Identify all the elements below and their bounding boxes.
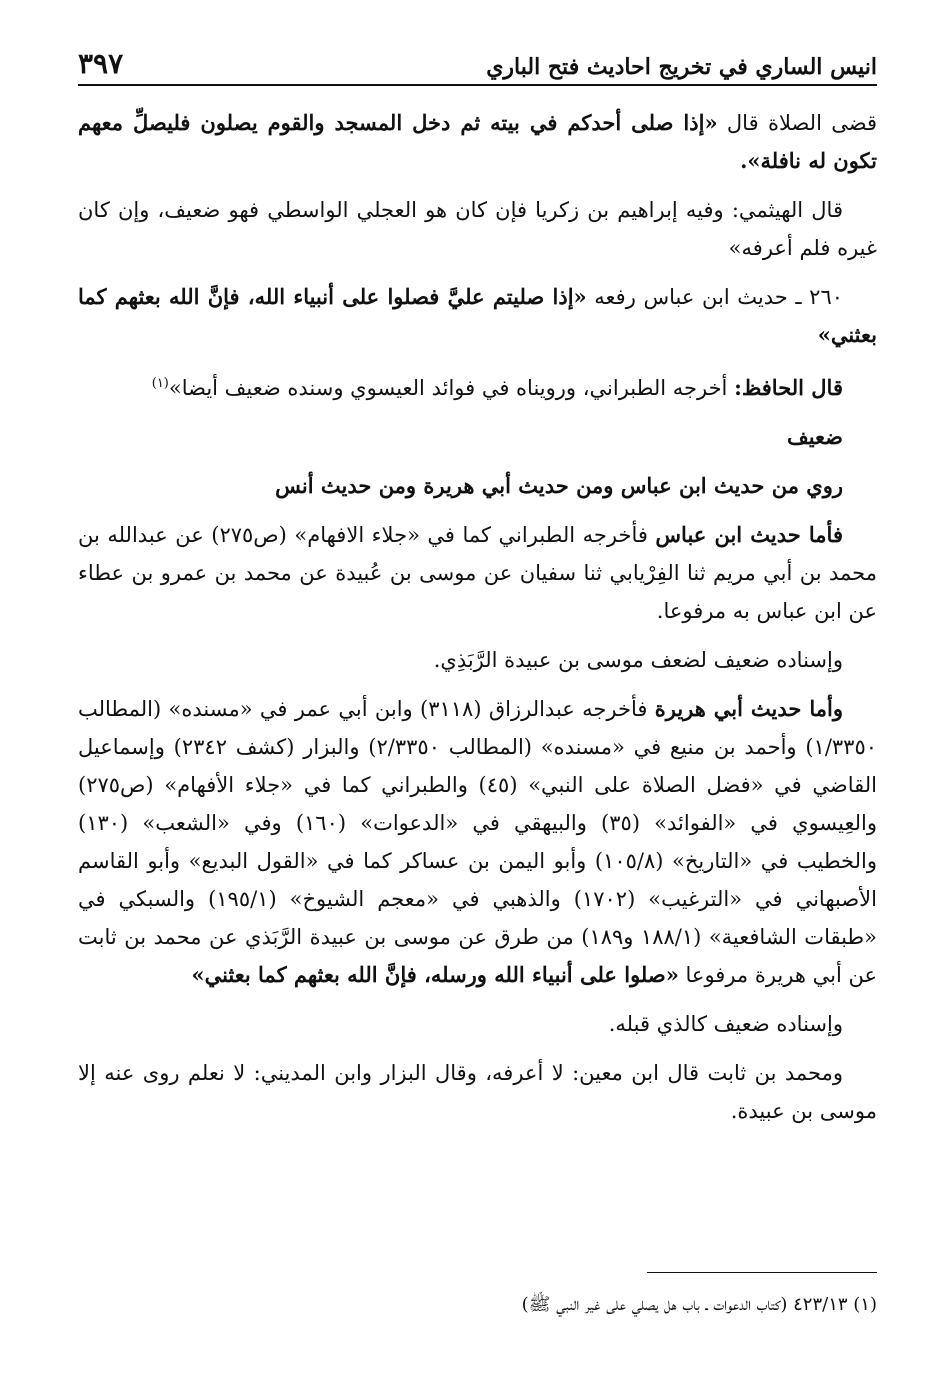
paragraph-1 xyxy=(78,104,877,180)
paragraph-1-text: قضى الصلاة قال xyxy=(717,111,878,135)
hafiz-text: أخرجه الطبراني، ورويناه في فوائد العيسوي وسنده ضعيف أيضا» xyxy=(168,376,735,400)
hadith-260-quote: «إذا صليتم عليَّ فصلوا على أنبياء الله، فإنَّ الله بعثهم كما بعثني» xyxy=(78,284,877,347)
ibn-abbas-text: فأخرجه الطبراني كما في «جلاء الافهام» (ص٢٧٥) عن عبدالله بن محمد بن أبي مريم ثنا الفِرْيابي ثنا سفيان عن موسى بن عُبيدة عن محمد بن عمرو بن عطاء عن ابن عباس به مرفوعا. xyxy=(78,523,877,623)
narrations-intro xyxy=(78,467,877,505)
main-text xyxy=(78,104,877,1141)
hadith-quote: «إذا صلى أحدكم في بيته ثم دخل المسجد والقوم يصلون فليصلِّ معهم تكون له نافلة». xyxy=(78,110,877,173)
footnote: (١) ٤٢٣/١٣ (كتاب الدعوات ـ باب هل يصلي على غير النبي ﷺ) xyxy=(521,1294,877,1315)
muhammad-ibn-thabit-note: ومحمد بن ثابت قال ابن معين: لا أعرفه، وقال البزار وابن المديني: لا نعلم روى عنه إلا موسى بن عبيدة. xyxy=(78,1061,877,1123)
abu-hurayra-section xyxy=(78,690,877,994)
hadith-260-intro: ٢٦٠ ـ حديث ابن عباس رفعه xyxy=(586,285,844,309)
paragraph-2: قال الهيثمي: وفيه إبراهيم بن زكريا فإن كان هو العجلي الواسطي فهو ضعيف، وإن كان غيره فلم أعرفه» xyxy=(78,198,877,260)
abu-hurayra-text: فأخرجه عبدالرزاق (٣١١٨) وابن أبي عمر في «مسنده» (المطالب ١/٣٣٥٠) وأحمد بن منيع في «مسنده» (المطالب ٢/٣٣٥٠) والبزار (كشف ٢٣٤٢) وإسماعيل القاضي في «فضل الصلاة على النبي» (٤٥) والطبراني كما في «جلاء الأفهام» (ص٢٧٥) والعِيسوي في «الفوائد» (٣٥) والبيهقي في «الدعوات» (١٦٠) وفي «الشعب» (١٣٠) والخطيب في «التاريخ» (١٠٥/٨) وأبو اليمن بن عساكر كما في «القول البديع» وأبو القاسم الأصبهاني في «الترغيب» (١٧٠٢) والذهبي في «معجم الشيوخ» (١٩٥/١) والسبكي في «طبقات الشافعية» (١٨٨/١ و١٨٩) من طرق عن موسى بن عبيدة الرَّبَذي عن محمد بن ثابت عن أبي هريرة مرفوعا xyxy=(78,697,878,987)
abu-hurayra-quote: «صلوا على أنبياء الله ورسله، فإنَّ الله بعثهم كما بعثني» xyxy=(191,962,679,987)
isnad-weak-1: وإسناده ضعيف لضعف موسى بن عبيدة الرَّبَذِي. xyxy=(433,648,843,672)
running-header xyxy=(78,42,877,86)
narrations-intro-text: روي من حديث ابن عباس ومن حديث أبي هريرة ومن حديث أنس xyxy=(275,473,843,498)
footnote-ref: (١) xyxy=(151,376,169,391)
grading xyxy=(78,418,877,456)
grading-label: ضعيف xyxy=(786,424,843,449)
hadith-260 xyxy=(78,278,877,354)
abu-hurayra-heading: وأما حديث أبي هريرة xyxy=(654,696,843,721)
footnote-divider xyxy=(647,1272,877,1273)
ibn-abbas-heading: فأما حديث ابن عباس xyxy=(655,522,843,547)
hafiz-label: قال الحافظ: xyxy=(734,375,843,400)
isnad-weak-2: وإسناده ضعيف كالذي قبله. xyxy=(608,1012,843,1036)
page-number: ٣٩٧ xyxy=(78,47,124,80)
hafiz-comment xyxy=(78,365,877,407)
book-title: انيس الساري في تخريج احاديث فتح الباري xyxy=(486,54,877,80)
ibn-abbas-section xyxy=(78,516,877,630)
